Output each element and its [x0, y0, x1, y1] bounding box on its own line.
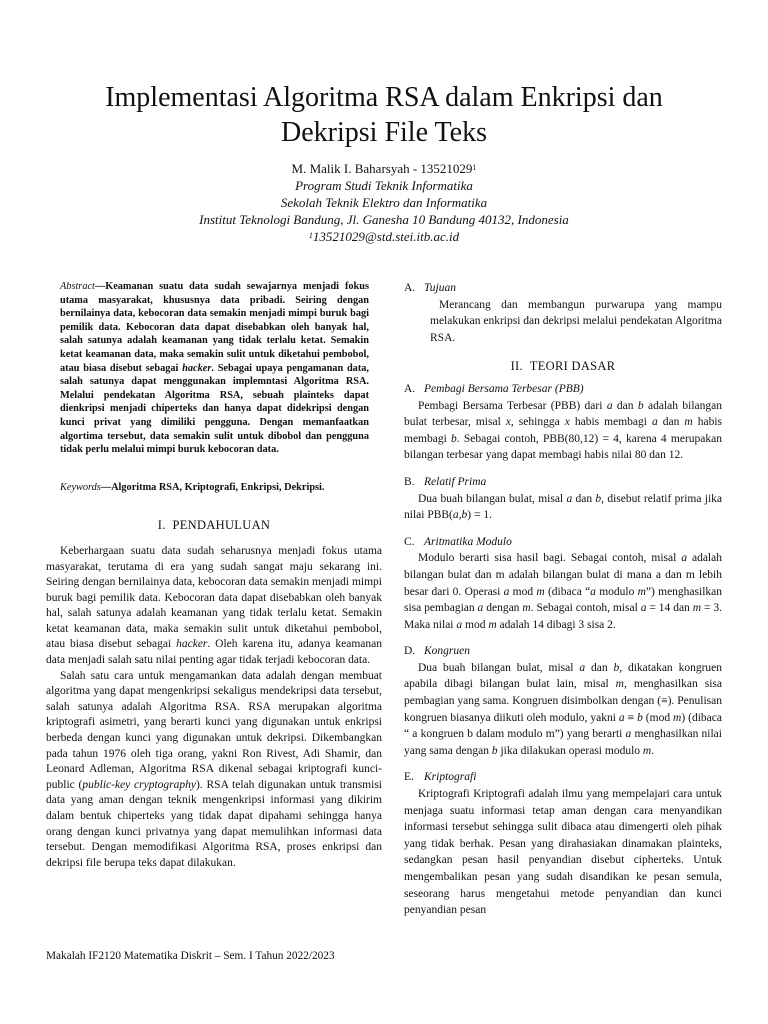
- paragraph-kongruen: Dua buah bilangan bulat, misal a dan b, dikatakan kongruen apabila dibagi bilangan bulat lain, misal m, menghasilkan sisa pembagian yang sama. Kongruen disimbolkan dengan (≡). Penulisan kongruen biasanya diikuti oleh modulo, yakni a ≡ b (mod m) (dibaca “ a kongruen b dalam modulo m”) yang berarti a menghasilkan nilai yang sama dengan b jika dilakukan operasi modulo m.: [404, 661, 723, 757]
- paragraph-pendahuluan-2: Salah satu cara untuk mengamankan data adalah dengan membuat algoritma yang dapat mengenkripsi sekaligus mendekripsi data tersebut, salah satunya adalah Algoritma RSA. RSA merupakan algoritma kriptografi asimetri, yang berarti kunci yang digunakan untuk enkripsi berbeda dengan kunci yang digunakan untuk dekripsi. Dikembangkan pada tahun 1976 oleh tiga orang, yakni Ron Rivest, Adi Shamir, dan Leonard Adleman, Algoritma RSA dikenal sebagai kriptografi kunci-public (public-key cryptography). RSA telah digunakan untuk transmisi data yang aman dengan teknik mengenkripsi informasi yang dikirim dalam bentuk chiperteks yang tidak dapat dipahami sehingga hanya orang dengan kunci privatnya yang dapat memulihkan informasi data tersebut. Dengan memodifikasi Algoritma RSA, proses enkripsi dan dekripsi file berupa teks dapat dilakukan.: [46, 669, 382, 869]
- author-name: M. Malik I. Baharsyah - 13521029$^1$: [291, 161, 477, 176]
- title-line-2: Dekripsi File Teks: [281, 117, 487, 148]
- affiliation-institute: Institut Teknologi Bandung, Jl. Ganesha 10 Bandung 40132, Indonesia: [199, 212, 569, 227]
- subheading-tujuan: A. Tujuan: [404, 282, 456, 294]
- page-footer: Makalah IF2120 Matematika Diskrit – Sem. I Tahun 2022/2023: [46, 950, 335, 962]
- keywords: Keywords—Algoritma RSA, Kriptografi, Enkripsi, Dekripsi.: [60, 481, 325, 493]
- left-column: [46, 280, 382, 871]
- subheading-kriptografi: E. Kriptografi: [404, 771, 477, 784]
- affiliation-program: Program Studi Teknik Informatika: [295, 178, 473, 193]
- subheading-aritmatika-modulo: C. Aritmatika Modulo: [404, 535, 512, 548]
- subheading-kongruen: D. Kongruen: [404, 645, 470, 658]
- paragraph-pendahuluan-1: Keberhargaan suatu data sudah seharusnya menjadi fokus utama masyarakat, terutama di era yang sudah sangat maju sekarang ini. Seiring dengan bernilainya data, kebocoran data semakin menjadi mimpi buruk bagi pemilik data. Kebocoran data dapat disebabkan oleh banyak hal, salah satunya adalah keamanan yang tidak terlalu ketat. Semakin ketat keamanan data, maka semakin sulit untuk diketahui pembobol, atau biasa disebut sebagai hacker. Oleh karena itu, adanya keamanan data menjadi salah satu nilai penting agar tidak terjadi kebocoran data.: [46, 544, 382, 667]
- author-block: [40, 160, 728, 245]
- right-column: [404, 280, 722, 919]
- section-heading-teori-dasar: II. TEORI DASAR: [510, 359, 616, 374]
- section-heading-pendahuluan: I. PENDAHULUAN: [157, 518, 271, 533]
- abstract: Abstract—Keamanan suatu data sudah sewajarnya menjadi fokus utama masyarakat, khususnya data pribadi. Seiring dengan bernilainya data, kebocoran data semakin menjadi mimpi buruk bagi pemilik data. Kebocoran data dapat disebabkan oleh banyak hal, salah satunya adalah keamanan yang tidak terlalu ketat. Semakin ketat keamanan data, maka semakin sulit untuk diketahui pembobol, atau biasa disebut sebagai hacker. Sebagai upaya pengamanan data, salah satunya dapat menggunakan implemntasi Algoritma RSA. Melalui pendekatan Algoritma RSA, sebuah plainteks dapat dienkripsi menjadi chiperteks dan hanya dapat didekripsi dengan kunci privat yang dimiliki pengguna. Dengan memanfaatkan algortima tersebut, data semakin sulit untuk dibobol dan pengguna tidak perlu melalui mimpi buruk kebocoran data.: [60, 281, 369, 456]
- subheading-relatif-prima: B. Relatif Prima: [404, 475, 487, 488]
- paragraph-tujuan: Merancang dan membangun purwarupa yang mampu melakukan enkripsi dan dekripsi melalui pendekatan Algoritma RSA.: [430, 298, 722, 344]
- paragraph-relatif-prima: Dua buah bilangan bulat, misal a dan b, disebut relatif prima jika nilai PBB(a,b) = 1.: [404, 492, 722, 522]
- subheading-pbb: A. Pembagi Bersama Terbesar (PBB): [404, 382, 584, 395]
- title-line-1: Implementasi Algoritma RSA dalam Enkripsi dan: [105, 82, 663, 113]
- paragraph-kriptografi: Kriptografi Kriptografi adalah ilmu yang mempelajari cara untuk menjaga suatu informasi tetap aman dengan cara menyandikan informasi tersebut sehingga sulit dibaca atau dimengerti oleh pihak yang tidak berhak. Pesan yang dirahasiakan dinamakan plainteks, sedangkan pesan hasil penyandian disebut cipherteks. Untuk mengembalikan pesan yang sudah disandikan ke pesan semula, seseorang harus mengetahui metode penyandian dan kunci penyandian pesan: [404, 788, 722, 917]
- paragraph-pbb: Pembagi Bersama Terbesar (PBB) dari a dan b adalah bilangan bulat terbesar, misal x, sehingga x habis membagi a dan m habis membagi b. Sebagai contoh, PBB(80,12) = 4, karena 4 merupakan bilangan terbesar yang dapat membagi habis nilai 80 dan 12.: [404, 399, 723, 462]
- affiliation-school: Sekolah Teknik Elektro dan Informatika: [280, 195, 488, 210]
- paper-title: [40, 80, 728, 150]
- author-email: $^1$13521029@std.stei.itb.ac.id: [308, 229, 460, 244]
- paragraph-aritmatika-modulo: Modulo berarti sisa hasil bagi. Sebagai contoh, misal a adalah bilangan bulat dan m adalah bilangan bulat di mana a dan m lebih besar dari 0. Operasi a mod m (dibaca “a modulo m”) menghasilkan sisa pembagian a dengan m. Sebagai contoh, misal a = 14 dan m = 3. Maka nilai a mod m adalah 14 dibagi 3 sisa 2.: [404, 552, 723, 631]
